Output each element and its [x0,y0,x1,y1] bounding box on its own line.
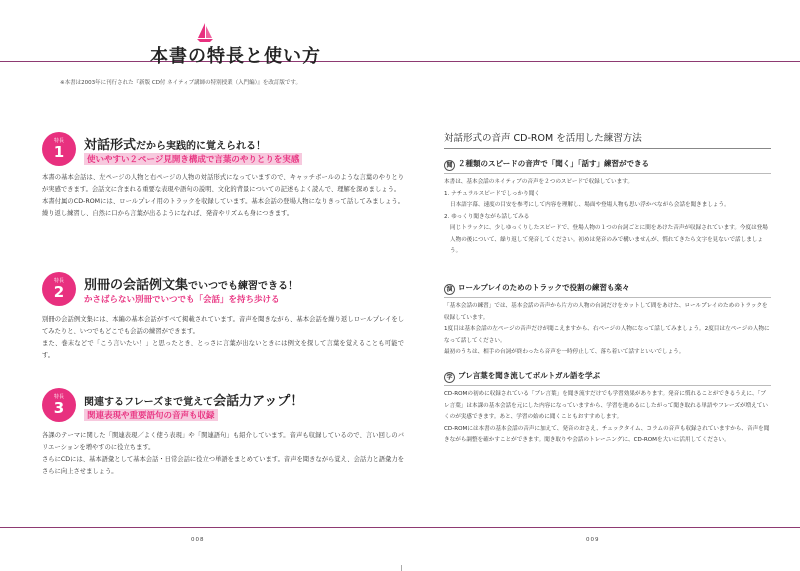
feature-paragraph: 別冊の会話例文集には、本編の基本会話がすべて掲載されています。音声を聞きながら、基本会話を繰り返しロールプレイをしてみたりと、いつでもどこでも会話の練習ができます。 [42,316,404,335]
right-title-rule [444,148,771,149]
method-section-3 [444,370,771,447]
feature-heading-small: 会話力アップ！ [213,394,304,409]
section-list-title: 1. ナチュラルスピードでしっかり聞く [444,190,540,197]
section-heading-text: ２種類のスピードの音声で「聞く」「話す」練習ができる [458,159,649,168]
section-paragraph: 日本語字幕、速度の目安を参考にして内容を理解し、場面や登場人物も思い浮かべながら会話を聞きましょう。 [450,202,730,208]
right-page-title: 対話形式の音声 CD-ROM を活用した練習方法 [444,133,642,144]
badge-number: 1 [53,143,65,161]
badge-label: 特長 [53,394,64,400]
section-paragraph: CD-ROMの初めに収録されている「ブレ言葉」を聞き流すだけでも学習効果があります。発音に慣れることができるうえに、「ブレ言葉」は本課の基本会話を元にした内容になっていますから、学習を進めるにしたがって聞き取れる単語やフレーズが増えていくのが実感できます。あと、学習の始めに聞くこともおすすめします。 [444,391,768,420]
sail-logo-icon [196,22,214,44]
feature-paragraph: さらにCDには、基本語彙として基本会話・日常会話に役立つ単語をまとめています。音声を聞きながら覚え、会話力と語彙力をさらに向上させましょう。 [42,456,404,475]
section-list-title: 2. ゆっくり聞きながら話してみる [444,213,530,220]
section-body [444,301,771,359]
section-paragraph: 同じトラックに、少しゆっくりしたスピードで、登場人物の１つの台詞ごとに間をあけた音声が収録されています。今度は登場人物の後について、繰り返して発音してください。初めは発音のみで構いませんが、慣れてきたら文字を見ないで話しましょう。 [450,225,768,254]
method-section-2 [444,282,771,359]
section-heading-text: ブレ言葉を聞き流してボルトガル語を学ぶ [458,371,600,380]
badge-label: 特長 [53,278,64,284]
roleplay-icon: 演 [444,284,455,295]
section-heading-text: ロールプレイのためのトラックで役割の練習も楽々 [458,283,630,292]
feature-badge [42,272,76,306]
section-heading [444,158,771,174]
feature-heading [84,134,266,153]
section-heading [444,282,771,298]
section-body [444,177,771,258]
badge-number: 2 [53,283,65,301]
headphone-icon: 聞 [444,160,455,171]
feature-heading-small: でいつでも練習できる！ [188,281,299,292]
page-title: 本書の特長と使い方 [150,46,321,67]
feature-paragraph: 本書付属のCD-ROMには、ロールプレイ用のトラックを収録しています。基本会話の登場人物になりきって話してみましょう。繰り返し練習し、自然に口から言葉が出るようになれば、発音やリズムも身につきます。 [42,198,404,217]
feature-badge [42,388,76,422]
feature-subheading: 使いやすい２ページ見開き構成で言葉のやりとりを実感 [84,153,302,165]
feature-heading-small: だから実践的に覚えられる！ [136,141,267,152]
page-number-right: 009 [586,537,600,543]
page-number-left: 008 [191,537,205,543]
feature-heading [84,390,303,409]
section-paragraph: 最初のうちは、相手の台詞が終わったら音声を一時停止して、落ち着いて話すといいでしょう。 [444,349,685,355]
section-paragraph: CD-ROMには本書の基本会話の音声に加えて、発音のおさえ、チェックタイム、コラムの音声も収録されていますから、音声を聞きながら調整を確かすことができます。聞き取りや会話のトレーニングに、CD-ROMを大いに活用してください。 [444,425,770,443]
section-paragraph: 「基本会話の練習」では、基本会話の音声から片方の人物の台詞だけをカットして間をあけた、ロールプレイのためのトラックを収録しています。 [444,303,768,321]
section-paragraph: 1度目は基本会話の左ページの音声だけが聞こえますから、右ページの人物になって話してみましょう。2度目は左ページの人物になって話してください。 [444,326,770,344]
section-body [444,389,771,447]
method-section-1 [444,158,771,258]
feature-heading-main: 別冊の会話例文集 [84,278,189,293]
badge-label: 特長 [53,138,64,144]
feature-heading-main: 対話形式 [84,138,137,153]
header-rule [0,61,800,62]
feature-body [42,172,404,220]
feature-subheading: 関連表現や重要語句の音声も収録 [84,409,218,421]
section-paragraph: 本書は、基本会話のネイティブの音声を２つのスピードで収録しています。 [444,179,633,185]
spine-mark [401,565,402,571]
feature-paragraph: 本書の基本会話は、左ページの人物と右ページの人物の対話形式になっていますので、キャッチボールのような言葉のやりとりが実感できます。会話文に含まれる重要な表現や語句の説明、文化的背景についての記述もよく読んで、理解を深めましょう。 [42,174,404,193]
feature-body [42,430,404,478]
feature-body [42,314,404,362]
feature-subheading: かさばらない別冊でいつでも「会話」を持ち歩ける [84,295,280,305]
book-icon: 学 [444,372,455,383]
feature-heading [84,274,298,293]
footer-rule [0,527,800,528]
feature-badge [42,132,76,166]
feature-paragraph: 各課のテーマに関した「関連表現／よく使う表現」や「関連語句」も紹介しています。音声も収録しているので、言い回しのバリエーションを増やすのに役立ちます。 [42,432,404,451]
badge-number: 3 [53,399,65,417]
feature-paragraph: また、巻末などで「こう言いたい！」と思ったとき、とっさに言葉が出ないときには例文を探して言葉を覚えることも可能です。 [42,340,404,359]
feature-heading-main: 関連するフレーズまで覚えて [84,397,214,408]
section-heading [444,370,771,386]
page-subtitle: ※本書は2003年に刊行された『新版 CD付 ネイティブ講師の特別授業（入門編）』を改訂版です。 [60,80,301,86]
